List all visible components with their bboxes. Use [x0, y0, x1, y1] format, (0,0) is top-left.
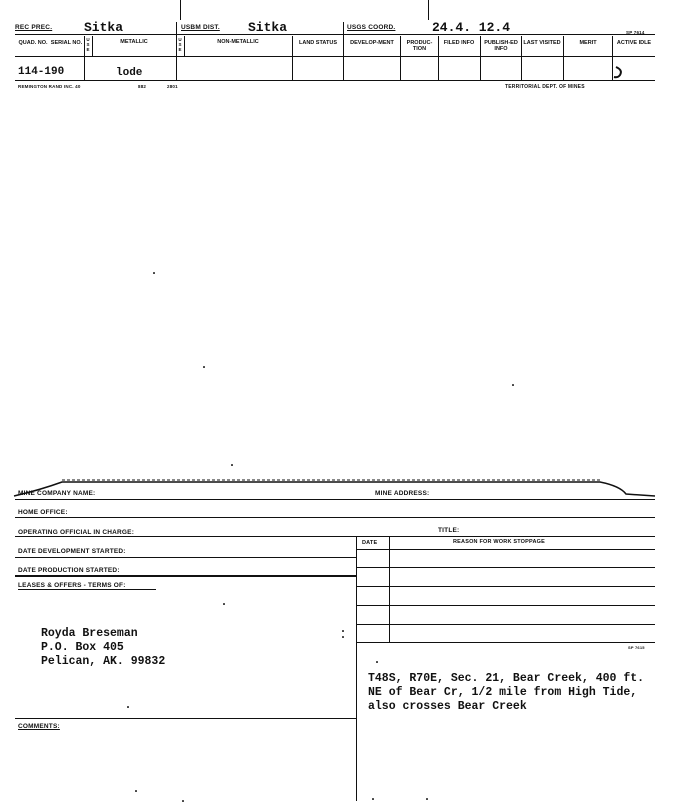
scan-speck — [372, 798, 374, 800]
footer-num-1: 882 — [138, 84, 147, 89]
scan-speck — [231, 464, 233, 466]
scan-speck — [342, 630, 344, 632]
card-edge-mark — [428, 0, 429, 20]
owner-city: Pelican, AK. 99832 — [41, 655, 166, 668]
scan-speck — [182, 800, 184, 802]
scan-speck — [376, 661, 378, 663]
col-use-a: U S E — [86, 37, 90, 52]
owner-po-box: P.O. Box 405 — [41, 641, 124, 654]
col-serial-no: SERIAL NO. — [50, 40, 83, 46]
date-production-started-label: DATE PRODUCTION STARTED: — [18, 567, 120, 574]
reason-col-label: REASON FOR WORK STOPPAGE — [453, 539, 545, 545]
col-active-idle: ACTIVE IDLE — [616, 40, 652, 46]
scan-speck — [203, 366, 205, 368]
form-code-bottom: SP 7615 — [628, 645, 645, 650]
leases-offers-label: LEASES & OFFERS - TERMS OF: — [18, 582, 126, 589]
date-development-started-label: DATE DEVELOPMENT STARTED: — [18, 548, 126, 555]
footer-right-text: TERRITORIAL DEPT. OF MINES — [505, 84, 585, 90]
col-development: DEVELOP-MENT — [350, 40, 394, 46]
mine-address-label: MINE ADDRESS: — [375, 490, 430, 497]
metallic-value: lode — [116, 67, 143, 79]
location-line-1: T48S, R70E, Sec. 21, Bear Creek, 400 ft. — [368, 672, 645, 685]
col-non-metallic: NON-METALLIC — [217, 39, 259, 45]
col-quad-no: QUAD. NO. — [18, 40, 48, 46]
scan-speck — [153, 272, 155, 274]
scan-speck — [426, 798, 428, 800]
scan-speck — [342, 636, 344, 638]
quad-serial-value: 114-190 — [18, 66, 65, 78]
form-code: SP 7614 — [626, 30, 645, 35]
scan-speck — [127, 706, 129, 708]
usgs-coord-label: USGS COORD. — [347, 24, 396, 31]
location-line-2: NE of Bear Cr, 1/2 mile from High Tide, — [368, 686, 638, 699]
scan-speck — [223, 603, 225, 605]
mine-company-name-label: MINE COMPANY NAME: — [18, 490, 96, 497]
rec-prec-value: Sitka — [84, 20, 124, 35]
col-metallic: METALLIC — [120, 39, 148, 45]
owner-name: Royda Breseman — [41, 627, 138, 640]
col-published-info: PUBLISH-ED INFO — [484, 40, 518, 52]
active-idle-mark — [612, 64, 626, 80]
col-filed-info: FILED INFO — [443, 40, 475, 46]
footer-num-2: 2801 — [167, 84, 178, 89]
col-land-status: LAND STATUS — [299, 40, 337, 46]
usbm-dist-value: Sitka — [248, 20, 288, 35]
col-last-visited: LAST VISITED — [523, 40, 561, 46]
col-production: PRODUC-TION — [406, 40, 433, 52]
col-use-b: U S E — [178, 37, 182, 52]
comments-label: COMMENTS: — [18, 723, 60, 730]
scan-speck — [512, 384, 514, 386]
scan-speck — [135, 790, 137, 792]
col-merit: MERIT — [579, 40, 597, 46]
usgs-coord-value: 24.4. 12.4 — [432, 20, 511, 35]
date-col-label: DATE — [362, 540, 378, 546]
footer-left-text: REMINGTON RAND INC. 40 — [18, 84, 81, 89]
card-edge-mark — [180, 0, 181, 20]
home-office-label: HOME OFFICE: — [18, 509, 68, 516]
title-label: TITLE: — [438, 527, 460, 534]
location-line-3: also crosses Bear Creek — [368, 700, 527, 713]
usbm-dist-label: USBM DIST. — [181, 24, 220, 31]
operating-official-label: OPERATING OFFICIAL IN CHARGE: — [18, 529, 135, 536]
rec-prec-label: REC PREC. — [15, 24, 53, 31]
